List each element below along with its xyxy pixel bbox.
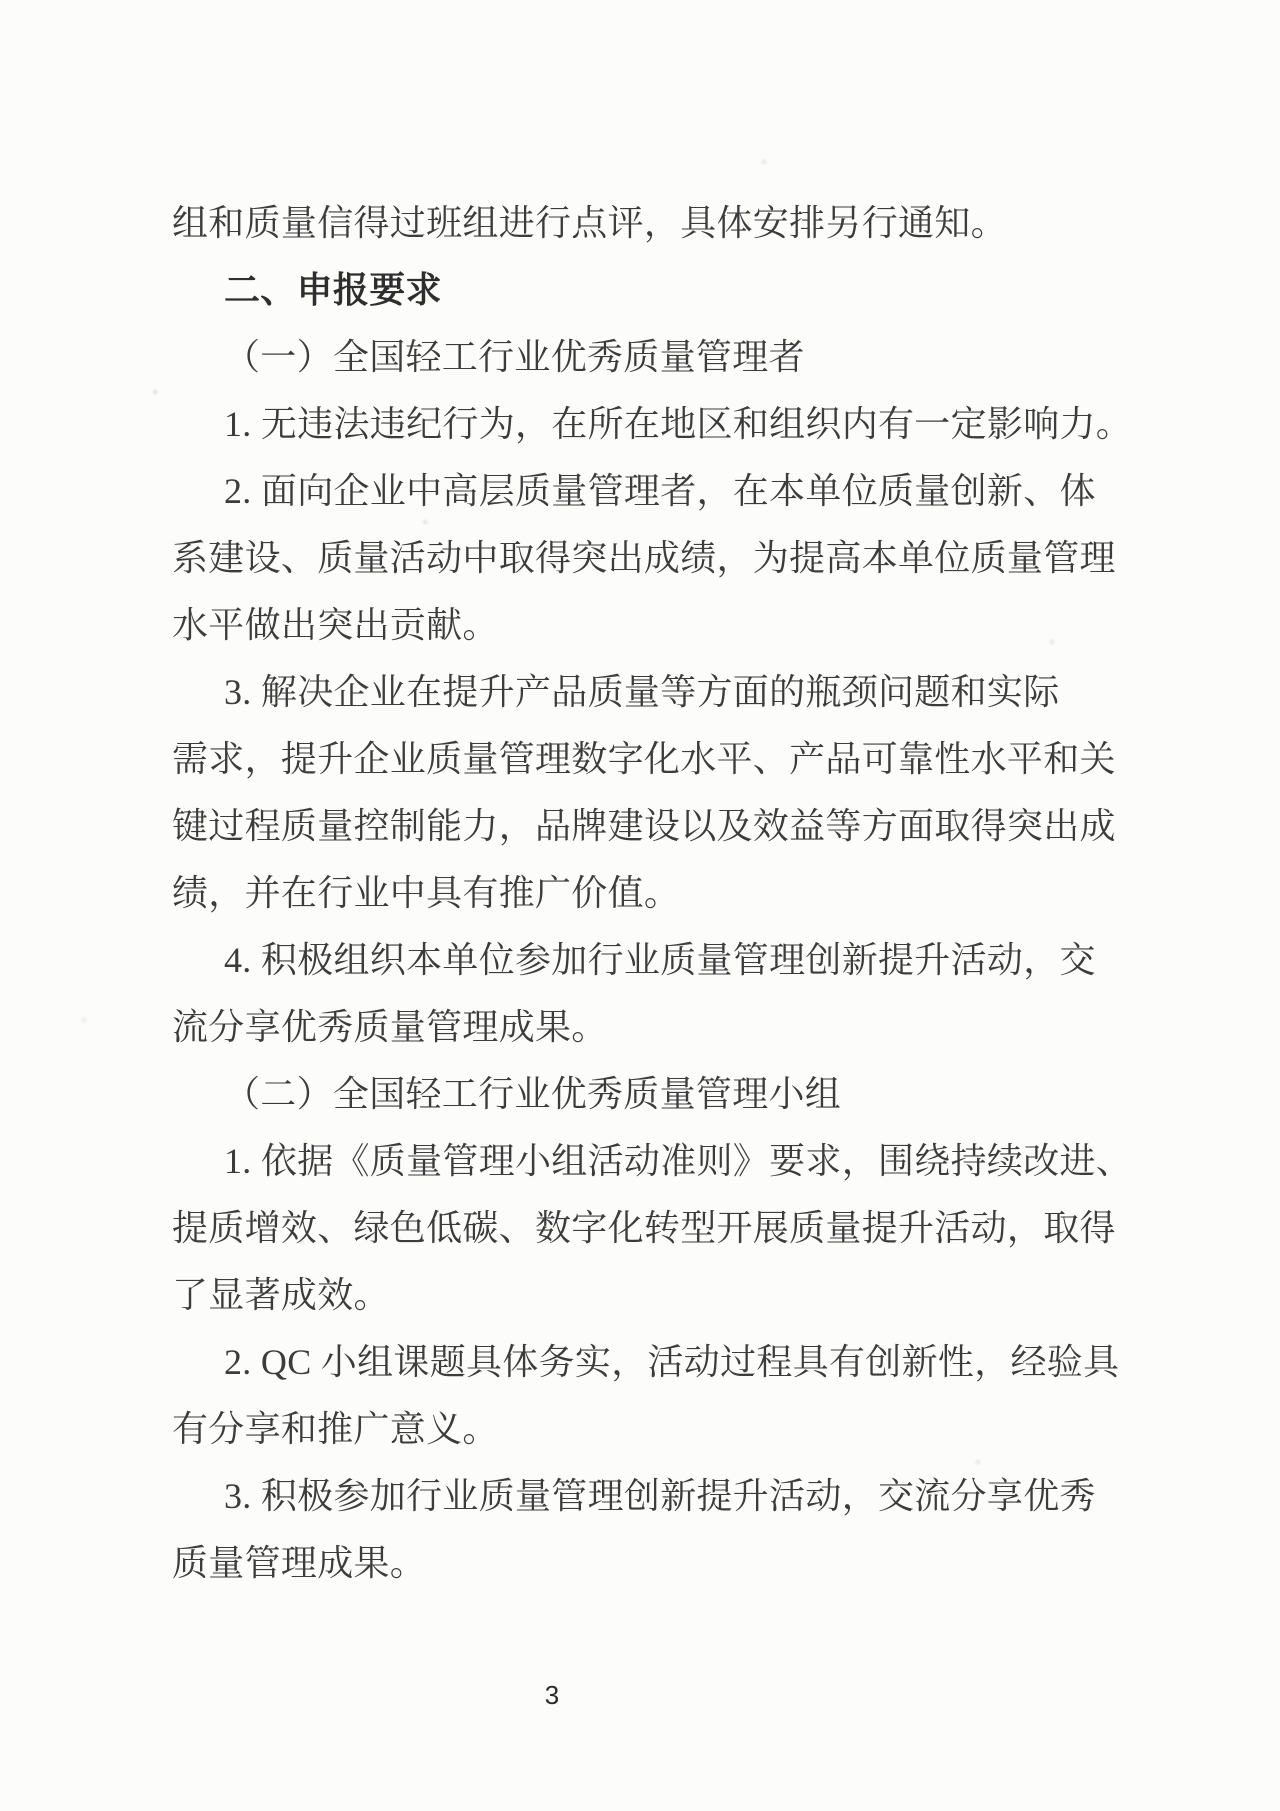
section-heading: 二、申报要求 bbox=[224, 269, 442, 310]
document-body bbox=[172, 187, 1133, 1594]
body-line: 系建设、质量活动中取得突出成绩，为提高本单位质量管理 bbox=[172, 538, 1116, 578]
body-line: 组和质量信得过班组进行点评，具体安排另行通知。 bbox=[172, 203, 1007, 243]
body-line: 流分享优秀质量管理成果。 bbox=[172, 1007, 608, 1047]
body-line: 键过程质量控制能力，品牌建设以及效益等方面取得突出成 bbox=[172, 806, 1116, 846]
subsection-heading-1: （一）全国轻工行业优秀质量管理者 bbox=[224, 337, 805, 377]
subsection-heading-2: （二）全国轻工行业优秀质量管理小组 bbox=[224, 1074, 842, 1114]
body-line: 3. 积极参加行业质量管理创新提升活动，交流分享优秀 bbox=[224, 1476, 1096, 1516]
body-line: 水平做出突出贡献。 bbox=[172, 605, 499, 645]
body-line: 有分享和推广意义。 bbox=[172, 1409, 499, 1449]
body-line: 1. 无违法违纪行为，在所在地区和组织内有一定影响力。 bbox=[224, 404, 1133, 444]
body-line: 质量管理成果。 bbox=[172, 1543, 427, 1583]
body-line: 了显著成效。 bbox=[172, 1275, 390, 1315]
body-line: 3. 解决企业在提升产品质量等方面的瓶颈问题和实际 bbox=[224, 672, 1060, 712]
body-line: 2. QC 小组课题具体务实，活动过程具有创新性，经验具 bbox=[224, 1342, 1120, 1382]
page-number: 3 bbox=[544, 1680, 560, 1710]
body-line: 需求，提升企业质量管理数字化水平、产品可靠性水平和关 bbox=[172, 739, 1116, 779]
body-line: 4. 积极组织本单位参加行业质量管理创新提升活动，交 bbox=[224, 940, 1096, 980]
body-line: 1. 依据《质量管理小组活动准则》要求，围绕持续改进、 bbox=[224, 1141, 1133, 1181]
body-line: 绩，并在行业中具有推广价值。 bbox=[172, 873, 681, 913]
body-line: 提质增效、绿色低碳、数字化转型开展质量提升活动，取得 bbox=[172, 1208, 1116, 1248]
body-line: 2. 面向企业中高层质量管理者，在本单位质量创新、体 bbox=[224, 471, 1096, 511]
